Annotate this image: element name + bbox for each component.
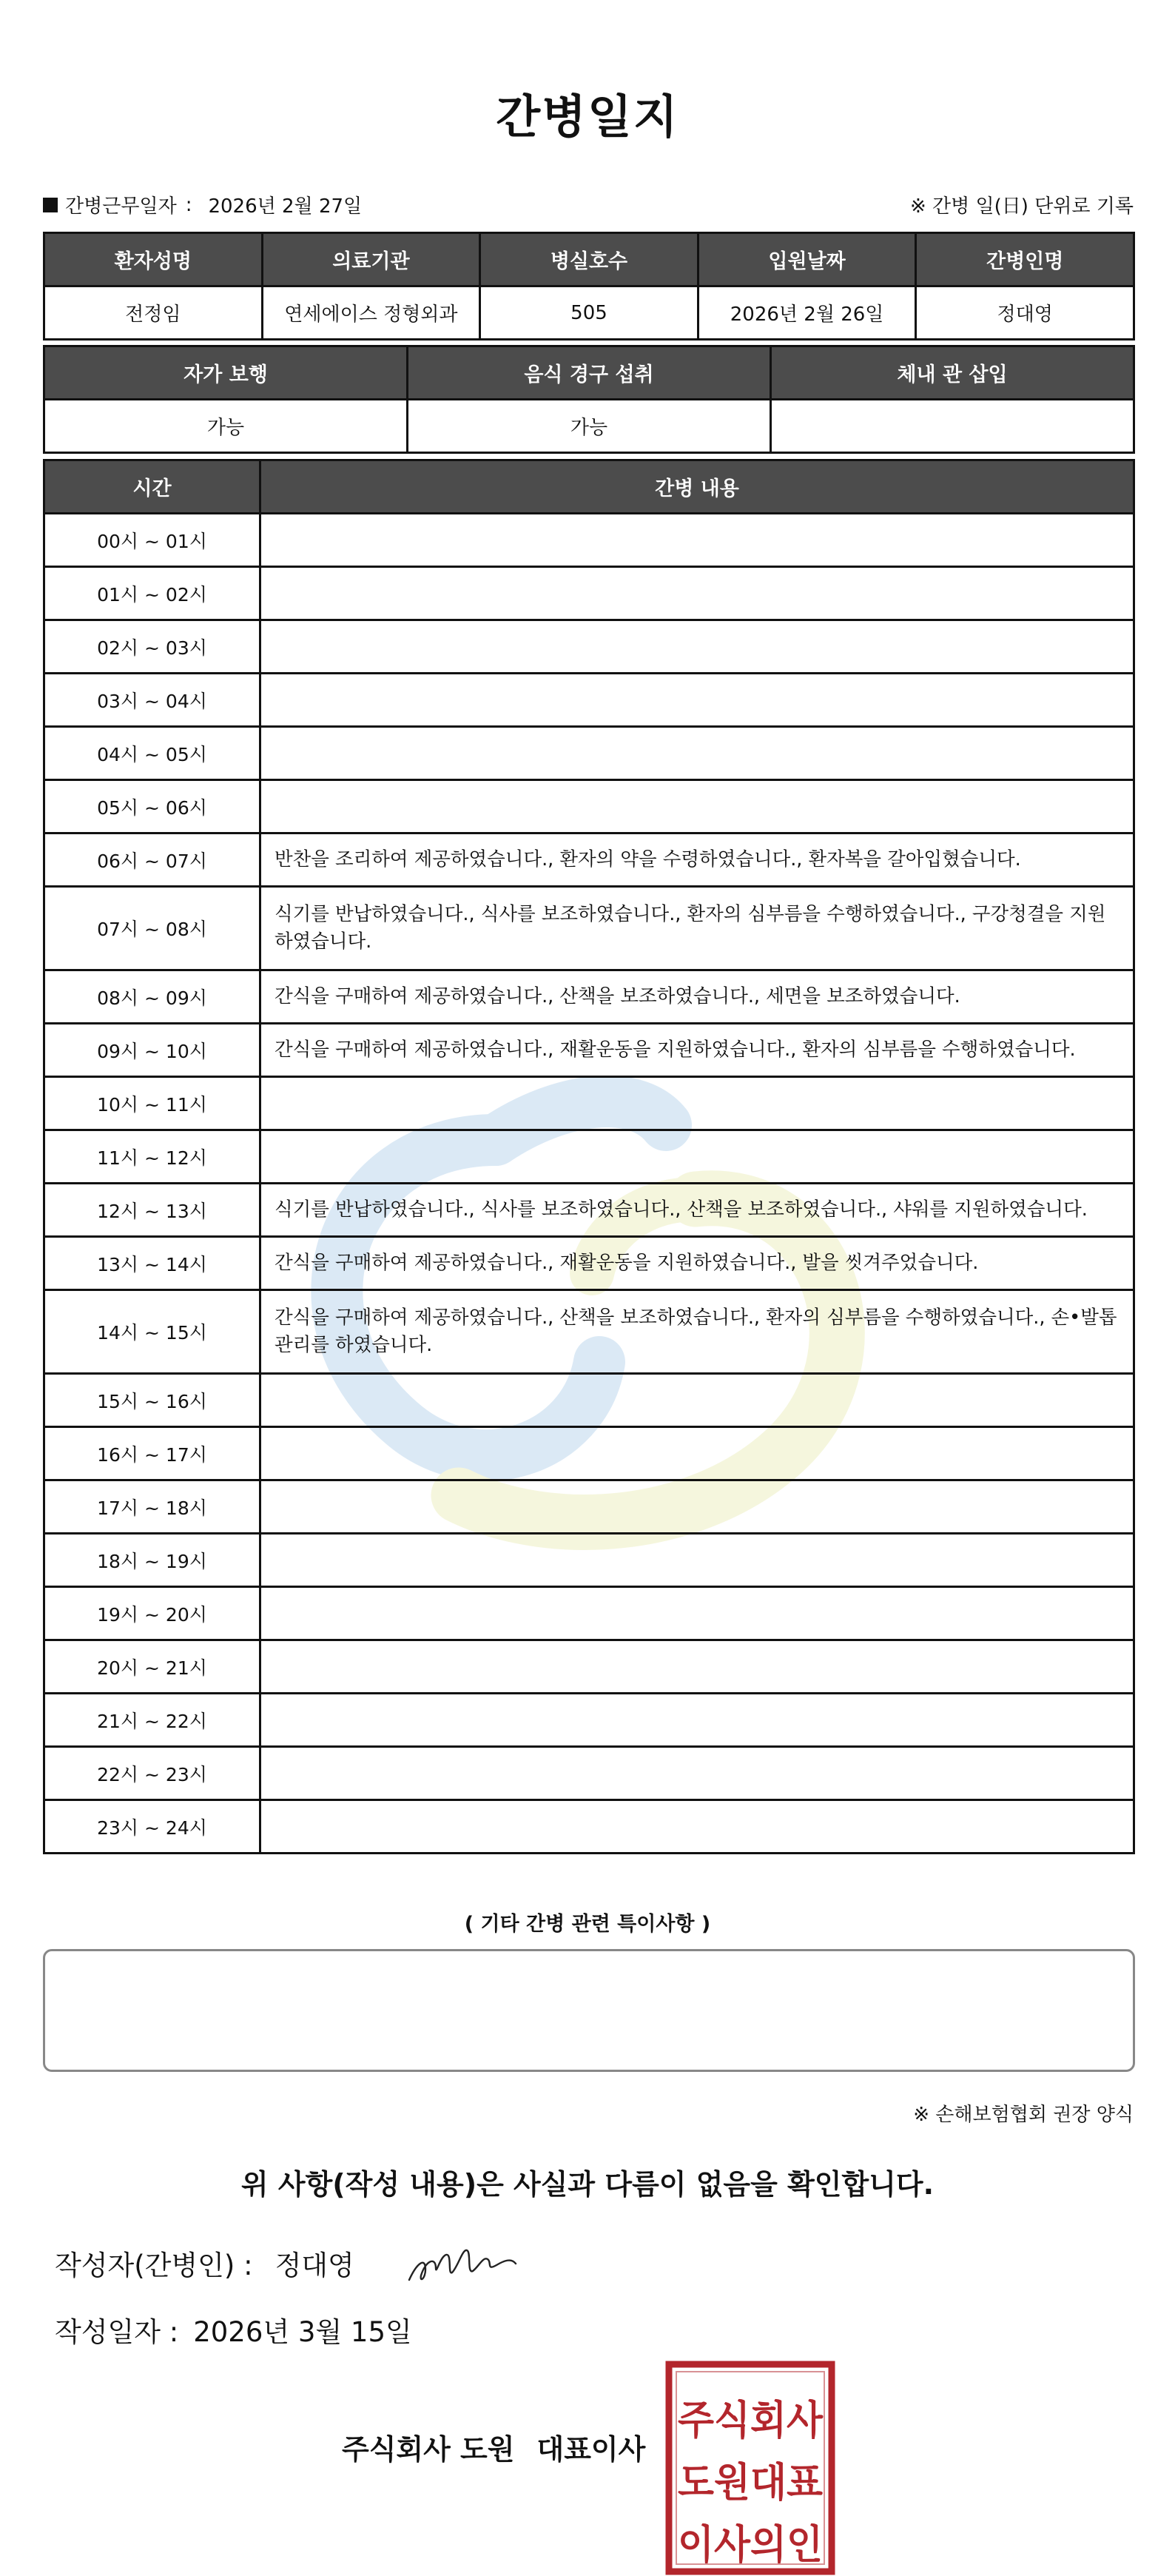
special-notes-title: ( 기타 간병 관련 특이사항 ) [464,1913,711,1936]
time-slot: 07시 ~ 08시 [44,887,260,970]
time-slot: 11시 ~ 12시 [44,1130,260,1184]
company-seal-stamp [664,2360,836,2576]
page-title: 간병일지 [496,90,679,144]
care-note [260,620,1134,674]
patient-status-table [43,345,1135,454]
care-note [260,1534,1134,1587]
care-note [260,514,1134,567]
table-row [44,1480,1134,1534]
care-note: 간식을 구매하여 제공하였습니다., 산책을 보조하였습니다., 환자의 심부름을 수행하였습니다., 손•발톱 관리를 하였습니다. [260,1290,1134,1374]
time-slot: 18시 ~ 19시 [44,1534,260,1587]
work-date-colon: : [185,193,192,216]
care-note [260,1747,1134,1800]
care-note [260,1800,1134,1854]
work-date-value: 2026년 2월 27일 [208,195,363,218]
caregiver-name: 정대영 [916,286,1134,340]
table-row [44,1587,1134,1640]
tube-insertion-value [771,400,1134,453]
write-date-line [55,2310,412,2349]
table-row [44,1130,1134,1184]
table-row [44,1290,1134,1374]
care-note [260,727,1134,780]
table-row [44,1427,1134,1480]
care-note [260,1374,1134,1427]
patient-name: 전정임 [44,286,263,340]
table-row [44,780,1134,833]
time-slot: 02시 ~ 03시 [44,620,260,674]
time-slot: 22시 ~ 23시 [44,1747,260,1800]
svg-text:도원대표: 도원대표 [678,2459,823,2506]
care-note [260,1480,1134,1534]
company-line [342,2426,645,2467]
oral-intake-value: 가능 [408,400,771,453]
time-slot: 01시 ~ 02시 [44,567,260,620]
header-hospital: 의료기관 [262,233,480,286]
care-note [260,780,1134,833]
time-slot: 23시 ~ 24시 [44,1800,260,1854]
care-note: 간식을 구매하여 제공하였습니다., 재활운동을 지원하였습니다., 환자의 심부름을 수행하였습니다. [260,1024,1134,1077]
header-oral-intake: 음식 경구 섭취 [408,346,771,400]
room-number: 505 [480,286,698,340]
care-note [260,1587,1134,1640]
care-note [260,1694,1134,1747]
care-note [260,1130,1134,1184]
time-slot: 21시 ~ 22시 [44,1694,260,1747]
table-row [44,620,1134,674]
header-tube-insertion: 체내 관 삽입 [771,346,1134,400]
unit-note: ※ 간병 일(日) 단위로 기록 [909,195,1134,218]
time-slot: 04시 ~ 05시 [44,727,260,780]
care-log-table [43,459,1135,1854]
time-slot: 09시 ~ 10시 [44,1024,260,1077]
time-slot: 19시 ~ 20시 [44,1587,260,1640]
writer-name: 정대영 [275,2250,354,2281]
write-date-label: 작성일자 : [55,2316,179,2348]
work-date-line [43,191,362,218]
company-name: 주식회사 도원 [342,2433,515,2466]
header-care-content: 간병 내용 [260,460,1134,514]
bullet-square-icon [43,198,58,212]
table-header-row [44,346,1134,400]
time-slot: 20시 ~ 21시 [44,1640,260,1694]
care-note: 간식을 구매하여 제공하였습니다., 재활운동을 지원하였습니다., 발을 씻겨주었습니다. [260,1237,1134,1290]
table-row [44,286,1134,340]
care-note [260,1077,1134,1130]
table-row [44,833,1134,887]
writer-label: 작성자(간병인) : [55,2250,253,2281]
header-self-walking: 자가 보행 [44,346,408,400]
care-note [260,1427,1134,1480]
table-row [44,514,1134,567]
time-slot: 05시 ~ 06시 [44,780,260,833]
table-row [44,674,1134,727]
table-row [44,1534,1134,1587]
table-row [44,1694,1134,1747]
hospital-name: 연세에이스 정형외과 [262,286,480,340]
time-slot: 00시 ~ 01시 [44,514,260,567]
header-time: 시간 [44,460,260,514]
table-row [44,1640,1134,1694]
time-slot: 17시 ~ 18시 [44,1480,260,1534]
time-slot: 13시 ~ 14시 [44,1237,260,1290]
table-row [44,727,1134,780]
care-note [260,674,1134,727]
time-slot: 10시 ~ 11시 [44,1077,260,1130]
time-slot: 14시 ~ 15시 [44,1290,260,1374]
svg-text:주식회사: 주식회사 [678,2397,824,2443]
table-row [44,1077,1134,1130]
patient-info-table [43,232,1135,341]
table-row [44,1374,1134,1427]
table-header-row [44,460,1134,514]
header-room-number: 병실호수 [480,233,698,286]
care-note: 식기를 반납하였습니다., 식사를 보조하였습니다., 산책을 보조하였습니다., 샤워를 지원하였습니다. [260,1184,1134,1237]
table-row [44,887,1134,970]
table-row [44,970,1134,1024]
self-walking-value: 가능 [44,400,408,453]
svg-text:이사의인: 이사의인 [678,2521,823,2568]
confirmation-statement: 위 사항(작성 내용)은 사실과 다름이 없음을 확인합니다. [240,2168,935,2201]
writer-line [55,2243,354,2283]
time-slot: 12시 ~ 13시 [44,1184,260,1237]
header-admission-date: 입원날짜 [698,233,916,286]
time-slot: 16시 ~ 17시 [44,1427,260,1480]
table-row [44,1024,1134,1077]
signature-image [403,2234,522,2293]
write-date-value: 2026년 3월 15일 [193,2316,412,2348]
special-notes-box [43,1949,1135,2072]
time-slot: 03시 ~ 04시 [44,674,260,727]
association-note: ※ 손해보험협회 권장 양식 [913,2104,1134,2126]
table-row [44,1237,1134,1290]
table-row [44,1184,1134,1237]
care-note [260,567,1134,620]
time-slot: 06시 ~ 07시 [44,833,260,887]
care-note [260,1640,1134,1694]
time-slot: 08시 ~ 09시 [44,970,260,1024]
care-note: 반찬을 조리하여 제공하였습니다., 환자의 약을 수령하였습니다., 환자복을 갈아입혔습니다. [260,833,1134,887]
care-note: 식기를 반납하였습니다., 식사를 보조하였습니다., 환자의 심부름을 수행하였습니다., 구강청결을 지원하였습니다. [260,887,1134,970]
table-row [44,1800,1134,1854]
header-patient-name: 환자성명 [44,233,263,286]
table-row [44,400,1134,453]
table-header-row [44,233,1134,286]
care-note: 간식을 구매하여 제공하였습니다., 산책을 보조하였습니다., 세면을 보조하였습니다. [260,970,1134,1024]
time-slot: 15시 ~ 16시 [44,1374,260,1427]
table-row [44,567,1134,620]
company-ceo-title: 대표이사 [536,2433,646,2466]
table-row [44,1747,1134,1800]
admission-date: 2026년 2월 26일 [698,286,916,340]
header-caregiver-name: 간병인명 [916,233,1134,286]
work-date-label: 간병근무일자 [65,195,177,218]
